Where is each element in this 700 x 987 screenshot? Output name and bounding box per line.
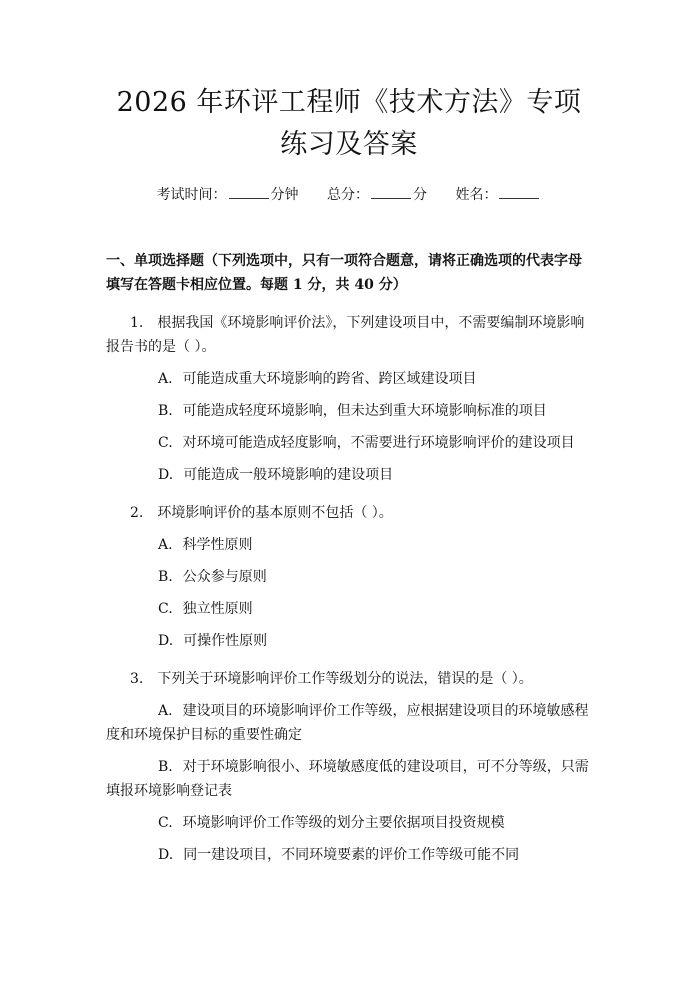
question-2-option-c xyxy=(106,597,592,621)
question-number: 1. xyxy=(130,315,144,331)
question-3-option-b xyxy=(106,755,592,803)
option-text: 可操作性原则 xyxy=(183,633,268,649)
question-1-option-a xyxy=(106,367,592,391)
document-page xyxy=(0,82,700,987)
section-title: 一、单项选择题（下列选项中，只有一项符合题意，请将正确选项的代表字母填写在答题卡相应位置。每题 1 分，共 40 分） xyxy=(106,253,582,293)
option-letter: B. xyxy=(158,759,173,775)
question-1-option-c xyxy=(106,431,592,455)
option-letter: D. xyxy=(158,847,174,863)
exam-score-unit: 分 xyxy=(413,187,427,203)
option-text: 同一建设项目，不同环境要素的评价工作等级可能不同 xyxy=(183,847,520,863)
option-letter: B. xyxy=(158,403,173,419)
option-text: 环境影响评价工作等级的划分主要依据项目投资规模 xyxy=(182,815,505,831)
exam-score-blank xyxy=(371,184,411,199)
question-3-option-d xyxy=(106,843,592,867)
option-text: 独立性原则 xyxy=(182,601,253,617)
question-text: 根据我国《环境影响评价法》，下列建设项目中，不需要编制环境影响报告书的是（ ）。 xyxy=(106,315,585,355)
option-text: 对环境可能造成轻度影响，不需要进行环境影响评价的建设项目 xyxy=(182,435,575,451)
option-letter: D. xyxy=(158,467,174,483)
question-2-option-a xyxy=(106,533,592,557)
exam-time-label: 考试时间： xyxy=(156,187,227,203)
question-3 xyxy=(106,667,592,691)
option-letter: A. xyxy=(158,703,173,719)
question-1 xyxy=(106,311,592,359)
question-text: 环境影响评价的基本原则不包括（ ）。 xyxy=(157,505,393,521)
exam-info-line xyxy=(106,184,592,205)
option-letter: A. xyxy=(158,537,173,553)
option-letter: B. xyxy=(158,569,173,585)
option-text: 公众参与原则 xyxy=(182,569,267,585)
question-2 xyxy=(106,501,592,525)
option-text: 对于环境影响很小、环境敏感度低的建设项目，可不分等级，只需填报环境影响登记表 xyxy=(106,759,589,799)
question-text: 下列关于环境影响评价工作等级划分的说法，错误的是（ ）。 xyxy=(157,671,533,687)
question-3-option-c xyxy=(106,811,592,835)
exam-time-blank xyxy=(229,184,269,199)
question-2-option-d xyxy=(106,629,592,653)
option-letter: C. xyxy=(158,815,173,831)
option-text: 建设项目的环境影响评价工作等级，应根据建设项目的环境敏感程度和环境保护目标的重要性确定 xyxy=(106,703,589,743)
question-number: 3. xyxy=(130,671,144,687)
option-letter: C. xyxy=(158,435,173,451)
document-title: 2026 年环评工程师《技术方法》专项练习及答案 xyxy=(116,87,582,160)
option-text: 可能造成一般环境影响的建设项目 xyxy=(183,467,394,483)
question-1-option-b xyxy=(106,399,592,423)
exam-time-unit: 分钟 xyxy=(270,187,299,203)
option-text: 可能造成重大环境影响的跨省、跨区域建设项目 xyxy=(182,371,477,387)
exam-score xyxy=(327,184,427,205)
option-text: 可能造成轻度环境影响，但未达到重大环境影响标准的项目 xyxy=(182,403,547,419)
exam-name-label: 姓名： xyxy=(455,187,498,203)
option-letter: A. xyxy=(158,371,173,387)
exam-name-blank xyxy=(499,184,539,199)
option-text: 科学性原则 xyxy=(182,537,253,553)
question-3-option-a xyxy=(106,699,592,747)
question-2-option-b xyxy=(106,565,592,589)
option-letter: D. xyxy=(158,633,174,649)
question-number: 2. xyxy=(130,505,144,521)
exam-name xyxy=(455,184,541,205)
exam-score-label: 总分： xyxy=(327,187,369,203)
exam-time xyxy=(157,184,299,205)
question-1-option-d xyxy=(106,463,592,487)
option-letter: C. xyxy=(158,601,173,617)
